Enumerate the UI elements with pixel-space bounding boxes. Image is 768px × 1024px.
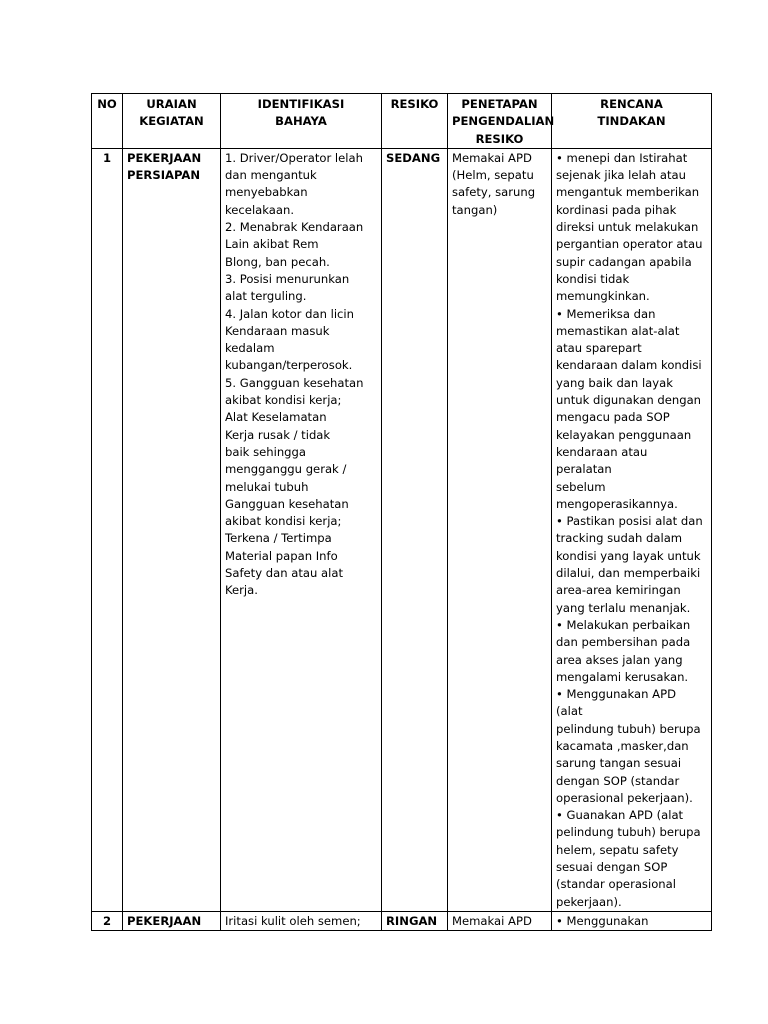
- text-line: Memakai APD: [452, 913, 532, 928]
- text-line: safety, sarung: [452, 185, 536, 200]
- text-line: untuk digunakan dengan: [556, 393, 702, 408]
- text-line: kordinasi pada pihak: [556, 202, 677, 217]
- text-line: Memakai APD: [452, 150, 532, 165]
- text-line: kondisi yang layak untuk: [556, 548, 701, 563]
- text-line: dan pembersihan pada: [556, 635, 691, 650]
- header-row: [92, 94, 712, 149]
- text-line: Iritasi kulit oleh semen;: [225, 913, 361, 928]
- text-line: sejenak jika lelah atau: [556, 168, 686, 183]
- text-line: • menepi dan Istirahat: [556, 150, 688, 165]
- risk-table: [91, 93, 712, 931]
- text-line: sesuai dengan SOP: [556, 860, 668, 875]
- cell-uraian-kegiatan: [123, 911, 221, 930]
- text-line: operasional pekerjaan).: [556, 790, 693, 805]
- text-line: kedalam: [225, 341, 275, 356]
- text-line: • Guanakan APD (alat: [556, 808, 684, 823]
- text-line: (alat: [556, 704, 583, 719]
- text-line: dan mengantuk: [225, 168, 317, 183]
- text-line: (Helm, sepatu: [452, 168, 534, 183]
- text-line: RESIKO: [390, 97, 439, 111]
- text-line: kacamata ,masker,dan: [556, 738, 689, 753]
- text-line: KEGIATAN: [139, 114, 204, 129]
- text-line: supir cadangan apabila: [556, 254, 692, 269]
- cell-penetapan-pengendalian: [448, 148, 552, 911]
- cell-no: 2: [92, 911, 123, 930]
- text-line: mengacu pada SOP: [556, 410, 670, 425]
- text-line: kelayakan penggunaan: [556, 427, 692, 442]
- text-line: menyebabkan: [225, 185, 308, 200]
- text-line: pelindung tubuh) berupa: [556, 825, 701, 840]
- text-line: yang baik dan layak: [556, 375, 673, 390]
- text-line: Kerja.: [225, 583, 258, 598]
- cell-no: 1: [92, 148, 123, 911]
- text-line: BAHAYA: [275, 114, 327, 129]
- header-no: [92, 94, 123, 149]
- text-line: PEKERJAAN: [127, 150, 202, 165]
- text-line: kendaraan dalam kondisi: [556, 358, 702, 373]
- text-line: atau sparepart: [556, 341, 642, 356]
- text-line: PENGENDALIAN: [452, 114, 555, 129]
- text-line: Terkena / Tertimpa: [225, 531, 332, 546]
- text-line: alat terguling.: [225, 289, 307, 304]
- text-line: kubangan/terperosok.: [225, 358, 353, 373]
- cell-uraian-kegiatan: [123, 148, 221, 911]
- cell-resiko: RINGAN: [382, 911, 448, 930]
- text-line: area akses jalan yang: [556, 652, 683, 667]
- text-line: pelindung tubuh) berupa: [556, 721, 701, 736]
- text-line: baik sehingga: [225, 444, 306, 459]
- text-line: sebelum: [556, 479, 606, 494]
- text-line: sarung tangan sesuai: [556, 756, 682, 771]
- header-penetapan-pengendalian-resiko: [448, 94, 555, 149]
- text-line: 1. Driver/Operator lelah: [225, 150, 363, 165]
- text-line: helem, sepatu safety: [556, 842, 679, 857]
- text-line: Safety dan atau alat: [225, 566, 344, 581]
- text-line: dilalui, dan memperbaiki: [556, 566, 701, 581]
- text-line: PERSIAPAN: [127, 168, 201, 183]
- text-line: Kendaraan masuk: [225, 323, 330, 338]
- cell-penetapan-pengendalian: [448, 911, 552, 930]
- text-line: peralatan: [556, 462, 612, 477]
- text-line: PENETAPAN: [461, 97, 538, 111]
- text-line: 4. Jalan kotor dan licin: [225, 306, 354, 321]
- text-line: pekerjaan).: [556, 894, 622, 909]
- text-line: direksi untuk melakukan: [556, 220, 699, 235]
- text-line: mengganggu gerak /: [225, 462, 347, 477]
- text-line: URAIAN: [146, 97, 197, 111]
- text-line: akibat kondisi kerja;: [225, 514, 342, 529]
- text-line: NO: [97, 97, 117, 111]
- cell-identifikasi-bahaya: [221, 148, 382, 911]
- text-line: kondisi tidak: [556, 271, 630, 286]
- text-line: PEKERJAAN: [127, 913, 202, 928]
- table-row: [92, 148, 712, 911]
- text-line: Gangguan kesehatan: [225, 496, 349, 511]
- text-line: melukai tubuh: [225, 479, 309, 494]
- text-line: IDENTIFIKASI: [257, 97, 345, 111]
- text-line: • Menggunakan APD: [556, 687, 677, 702]
- text-line: akibat kondisi kerja;: [225, 393, 342, 408]
- text-line: area-area kemiringan: [556, 583, 681, 598]
- text-line: yang terlalu menanjak.: [556, 600, 691, 615]
- text-line: tangan): [452, 202, 498, 217]
- header-resiko: [382, 94, 448, 149]
- text-line: 5. Gangguan kesehatan: [225, 375, 364, 390]
- text-line: RESIKO: [475, 131, 524, 146]
- cell-resiko: SEDANG: [382, 148, 448, 911]
- text-line: mengoperasikannya.: [556, 496, 678, 511]
- text-line: Blong, ban pecah.: [225, 254, 330, 269]
- header-rencana-tindakan: [552, 94, 712, 149]
- text-line: mengantuk memberikan: [556, 185, 700, 200]
- text-line: tracking sudah dalam: [556, 531, 683, 546]
- text-line: pergantian operator atau: [556, 237, 703, 252]
- table-row: [92, 911, 712, 930]
- text-line: • Melakukan perbaikan: [556, 617, 691, 632]
- text-line: Kerja rusak / tidak: [225, 427, 331, 442]
- text-line: TINDAKAN: [597, 114, 666, 129]
- text-line: Alat Keselamatan: [225, 410, 327, 425]
- header-uraian-kegiatan: [123, 94, 221, 149]
- text-line: memastikan alat-alat: [556, 323, 680, 338]
- cell-identifikasi-bahaya: [221, 911, 382, 930]
- text-line: Lain akibat Rem: [225, 237, 319, 252]
- cell-rencana-tindakan: [552, 148, 712, 911]
- text-line: RENCANA: [600, 97, 663, 111]
- text-line: memungkinkan.: [556, 289, 650, 304]
- text-line: 3. Posisi menurunkan: [225, 271, 350, 286]
- text-line: (standar operasional: [556, 877, 676, 892]
- text-line: 2. Menabrak Kendaraan: [225, 220, 364, 235]
- cell-rencana-tindakan: [552, 911, 712, 930]
- text-line: kecelakaan.: [225, 202, 295, 217]
- text-line: • Pastikan posisi alat dan: [556, 514, 703, 529]
- text-line: mengalami kerusakan.: [556, 669, 689, 684]
- text-line: kendaraan atau: [556, 444, 648, 459]
- text-line: • Menggunakan: [556, 913, 649, 928]
- text-line: dengan SOP (standar: [556, 773, 680, 788]
- header-identifikasi-bahaya: [221, 94, 382, 149]
- text-line: Material papan Info: [225, 548, 338, 563]
- text-line: • Memeriksa dan: [556, 306, 656, 321]
